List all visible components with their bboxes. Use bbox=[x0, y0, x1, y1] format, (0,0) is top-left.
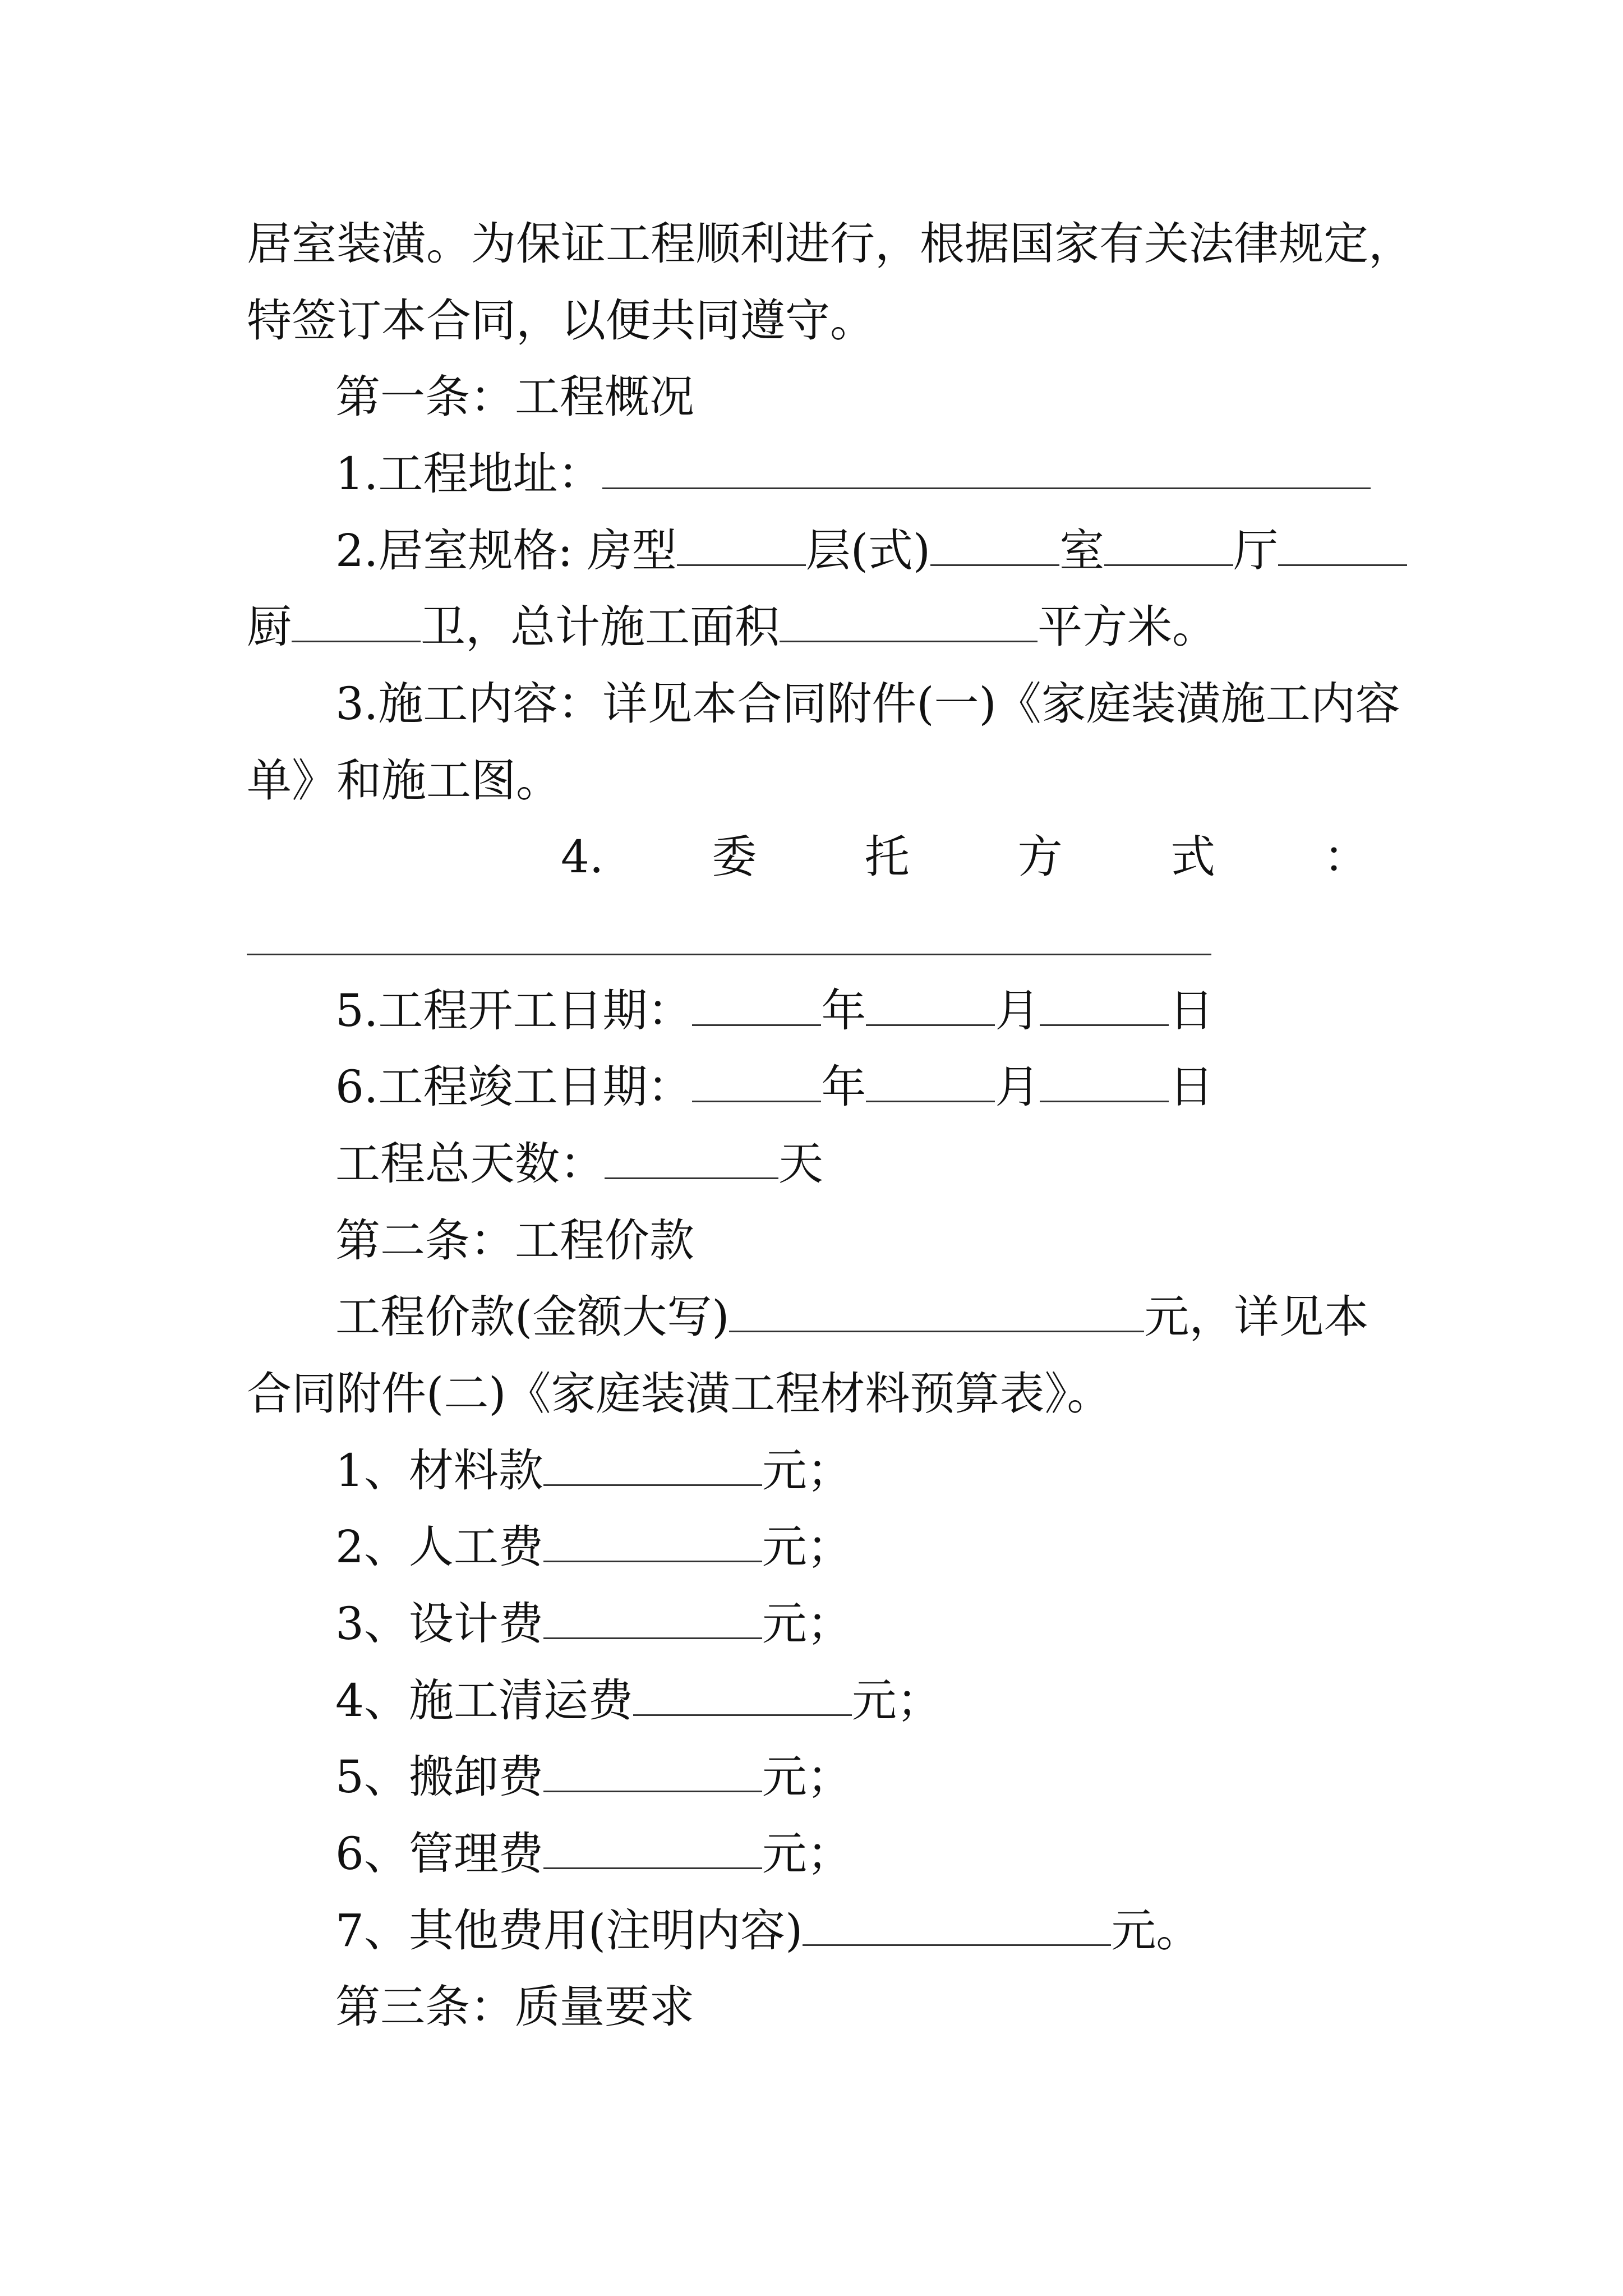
fee-blank[interactable] bbox=[803, 1904, 1111, 1946]
field-label: 年 bbox=[821, 1061, 866, 1113]
field-label: 层(式) bbox=[805, 524, 931, 577]
style-blank[interactable] bbox=[930, 524, 1059, 566]
fee-row bbox=[335, 1443, 852, 1499]
spaced-char: 方 bbox=[1017, 831, 1063, 883]
field-label: 卫，总计施工面积 bbox=[421, 601, 780, 653]
field-label: 月 bbox=[995, 1061, 1040, 1113]
item-start-date bbox=[335, 983, 1214, 1039]
fee-label: 2、人工费 bbox=[335, 1521, 543, 1573]
item-room-spec-cont bbox=[247, 599, 1217, 655]
price-blank[interactable] bbox=[729, 1290, 1144, 1332]
fee-row bbox=[335, 1749, 852, 1805]
article-3-title: 第三条：质量要求 bbox=[335, 1981, 694, 2033]
fee-unit: 元； bbox=[762, 1751, 852, 1803]
article-1-title: 第一条：工程概况 bbox=[335, 371, 694, 423]
field-label: 元，详见本 bbox=[1144, 1291, 1369, 1343]
spaced-char: 托 bbox=[864, 831, 910, 883]
fee-row bbox=[335, 1826, 852, 1882]
fee-blank[interactable] bbox=[543, 1827, 762, 1869]
days-blank[interactable] bbox=[605, 1137, 778, 1179]
field-label: 平方米。 bbox=[1038, 601, 1217, 653]
spaced-char: ： bbox=[1324, 831, 1368, 883]
paragraph-line: 特签订本合同，以便共同遵守。 bbox=[247, 295, 875, 347]
fee-blank[interactable] bbox=[543, 1750, 762, 1792]
item-label: 1.工程地址： bbox=[335, 448, 603, 500]
field-label: 厅 bbox=[1233, 524, 1279, 577]
end-year-blank[interactable] bbox=[692, 1060, 821, 1102]
fee-row bbox=[335, 1519, 852, 1575]
start-day-blank[interactable] bbox=[1040, 984, 1169, 1026]
item-content-line2: 单》和施工图。 bbox=[247, 754, 561, 807]
item-end-date bbox=[335, 1059, 1214, 1115]
field-label: 年 bbox=[821, 984, 866, 1037]
field-label: 日 bbox=[1169, 1061, 1214, 1113]
end-month-blank[interactable] bbox=[866, 1060, 995, 1102]
field-label: 月 bbox=[995, 984, 1040, 1037]
house-type-blank[interactable] bbox=[677, 524, 806, 566]
item-label: 工程价款(金额大写) bbox=[335, 1291, 730, 1343]
item-label: 4. bbox=[561, 831, 604, 883]
item-commission bbox=[561, 829, 1368, 885]
fee-row bbox=[335, 1673, 942, 1729]
fee-label: 5、搬卸费 bbox=[335, 1751, 543, 1803]
item-total-days bbox=[335, 1136, 823, 1192]
item-label: 6.工程竣工日期： bbox=[335, 1061, 693, 1113]
item-address bbox=[335, 446, 1371, 502]
start-month-blank[interactable] bbox=[866, 984, 995, 1026]
start-year-blank[interactable] bbox=[692, 984, 821, 1026]
fee-unit: 元； bbox=[762, 1828, 852, 1880]
spaced-char: 委 bbox=[712, 831, 757, 883]
commission-blank[interactable] bbox=[247, 954, 1211, 955]
fee-unit: 元； bbox=[762, 1521, 852, 1573]
fee-blank[interactable] bbox=[543, 1597, 762, 1639]
fee-blank[interactable] bbox=[633, 1674, 852, 1716]
article-2-title: 第二条：工程价款 bbox=[335, 1214, 694, 1267]
fee-row bbox=[335, 1903, 1201, 1959]
item-label: 2.居室规格: bbox=[335, 524, 573, 577]
field-label: 室 bbox=[1059, 524, 1105, 577]
item-room-spec bbox=[335, 523, 1407, 579]
address-blank[interactable] bbox=[602, 447, 1371, 489]
fee-label: 6、管理费 bbox=[335, 1828, 543, 1880]
fee-row bbox=[335, 1596, 852, 1652]
fee-blank[interactable] bbox=[543, 1520, 762, 1562]
item-label: 工程总天数： bbox=[335, 1138, 605, 1190]
field-label: 厨 bbox=[247, 601, 292, 653]
fee-unit: 元。 bbox=[1111, 1904, 1201, 1957]
area-blank[interactable] bbox=[780, 600, 1038, 642]
field-label: 房型 bbox=[587, 524, 677, 577]
fee-unit: 元； bbox=[762, 1444, 852, 1497]
item-content-line1: 3.施工内容：详见本合同附件(一)《家庭装潢施工内容 bbox=[335, 678, 1400, 730]
item-price bbox=[335, 1289, 1368, 1345]
fee-blank[interactable] bbox=[543, 1444, 762, 1486]
item-price-cont: 合同附件(二)《家庭装潢工程材料预算表》。 bbox=[247, 1368, 1112, 1420]
fee-label: 7、其他费用(注明内容) bbox=[335, 1904, 803, 1957]
fee-label: 1、材料款 bbox=[335, 1444, 543, 1497]
fee-label: 3、设计费 bbox=[335, 1598, 543, 1650]
spaced-char: 式 bbox=[1170, 831, 1216, 883]
item-label: 5.工程开工日期： bbox=[335, 984, 693, 1037]
fee-label: 4、施工清运费 bbox=[335, 1674, 633, 1727]
hall-blank[interactable] bbox=[1278, 524, 1407, 566]
paragraph-line: 居室装潢。为保证工程顺利进行，根据国家有关法律规定， bbox=[247, 218, 1413, 270]
field-label: 日 bbox=[1169, 984, 1214, 1037]
field-label: 天 bbox=[778, 1138, 823, 1190]
kitchen-blank[interactable] bbox=[292, 600, 421, 642]
fee-unit: 元； bbox=[851, 1674, 942, 1727]
end-day-blank[interactable] bbox=[1040, 1060, 1169, 1102]
room-blank[interactable] bbox=[1104, 524, 1233, 566]
fee-unit: 元； bbox=[762, 1598, 852, 1650]
